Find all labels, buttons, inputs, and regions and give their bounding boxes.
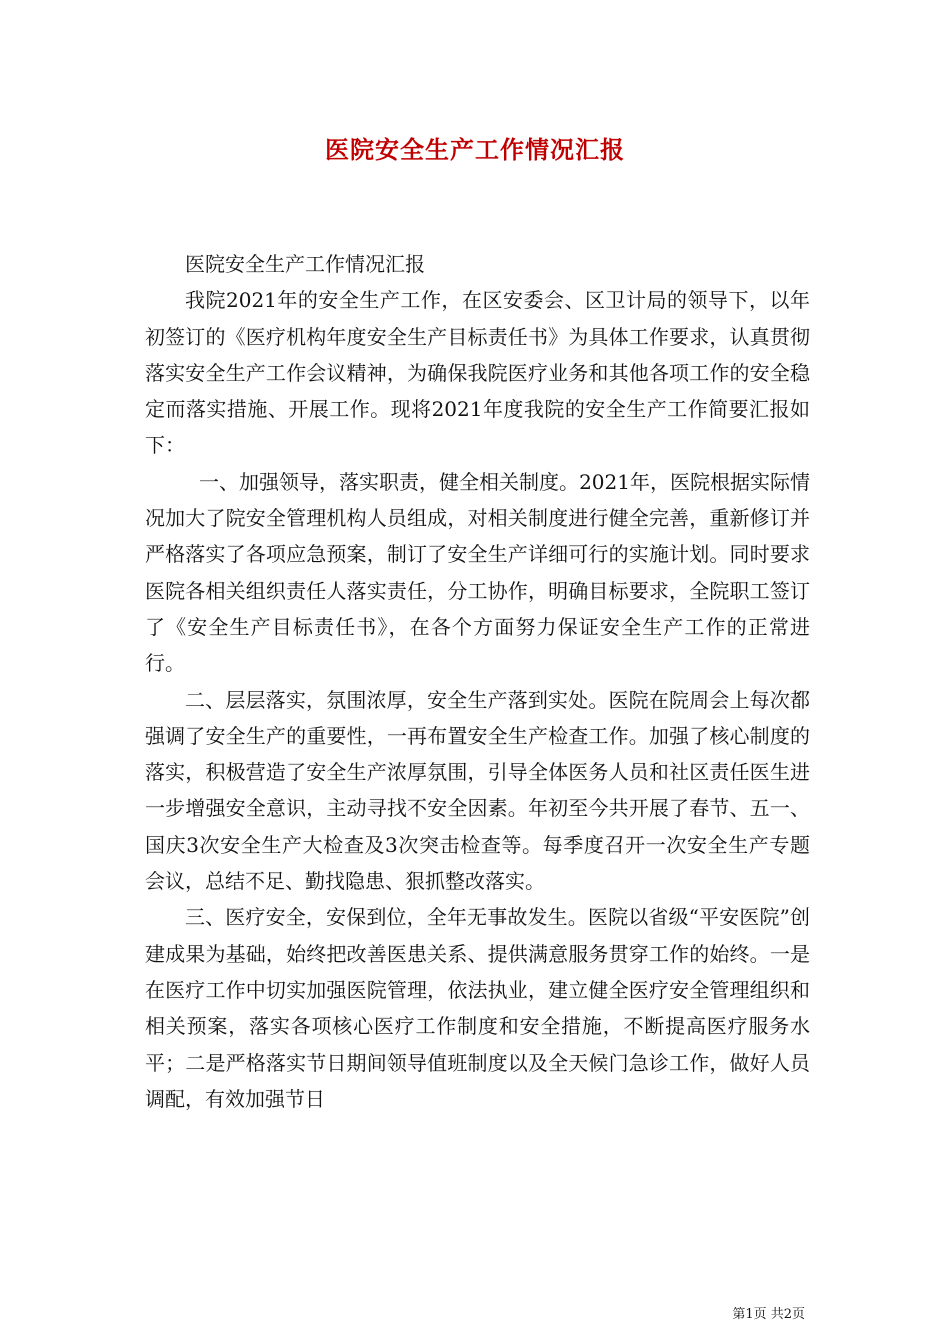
document-title: 医院安全生产工作情况汇报 [325, 135, 625, 164]
paragraph-section-1: 一、加强领导，落实职责，健全相关制度。2021年，医院根据实际情况加大了院安全管理机构人员组成，对相关制度进行健全完善，重新修订并严格落实了各项应急预案，制订了安全生产详细可行的实施计划。同时要求医院各相关组织责任人落实责任，分工协作，明确目标要求，全院职工签订了《安全生产目标责任书》，在各个方面努力保证安全生产工作的正常进行。 [145, 469, 810, 676]
paragraph-section-3: 三、医疗安全，安保到位，全年无事故发生。医院以省级“平安医院”创建成果为基础，始终把改善医患关系、提供满意服务贯穿工作的始终。一是在医疗工作中切实加强医院管理，依法执业，建立健全医疗安全管理组织和相关预案，落实各项核心医疗工作制度和安全措施，不断提高医疗服务水平；二是严格落实节日期间领导值班制度以及全天候门急诊工作，做好人员调配，有效加强节日 [145, 905, 810, 1111]
paragraph-intro: 我院2021年的安全生产工作，在区安委会、区卫计局的领导下，以年初签订的《医疗机构年度安全生产目标责任书》为具体工作要求，认真贯彻落实安全生产工作会议精神，为确保我院医疗业务和其他各项工作的安全稳定而落实措施、开展工作。现将2021年度我院的安全生产工作简要汇报如下： [145, 288, 810, 458]
page-number-footer: 第1页 共2页 [732, 1307, 805, 1322]
body-subtitle: 医院安全生产工作情况汇报 [185, 252, 425, 276]
paragraph-section-2: 二、层层落实，氛围浓厚，安全生产落到实处。医院在院周会上每次都强调了安全生产的重要性，一再布置安全生产检查工作。加强了核心制度的落实，积极营造了安全生产浓厚氛围，引导全体医务人员和社区责任医生进一步增强安全意识，主动寻找不安全因素。年初至今共开展了春节、五一、国庆3次安全生产大检查及3次突击检查等。每季度召开一次安全生产专题会议，总结不足、勤找隐患、狠抓整改落实。 [145, 687, 810, 894]
document-body [145, 246, 810, 1117]
